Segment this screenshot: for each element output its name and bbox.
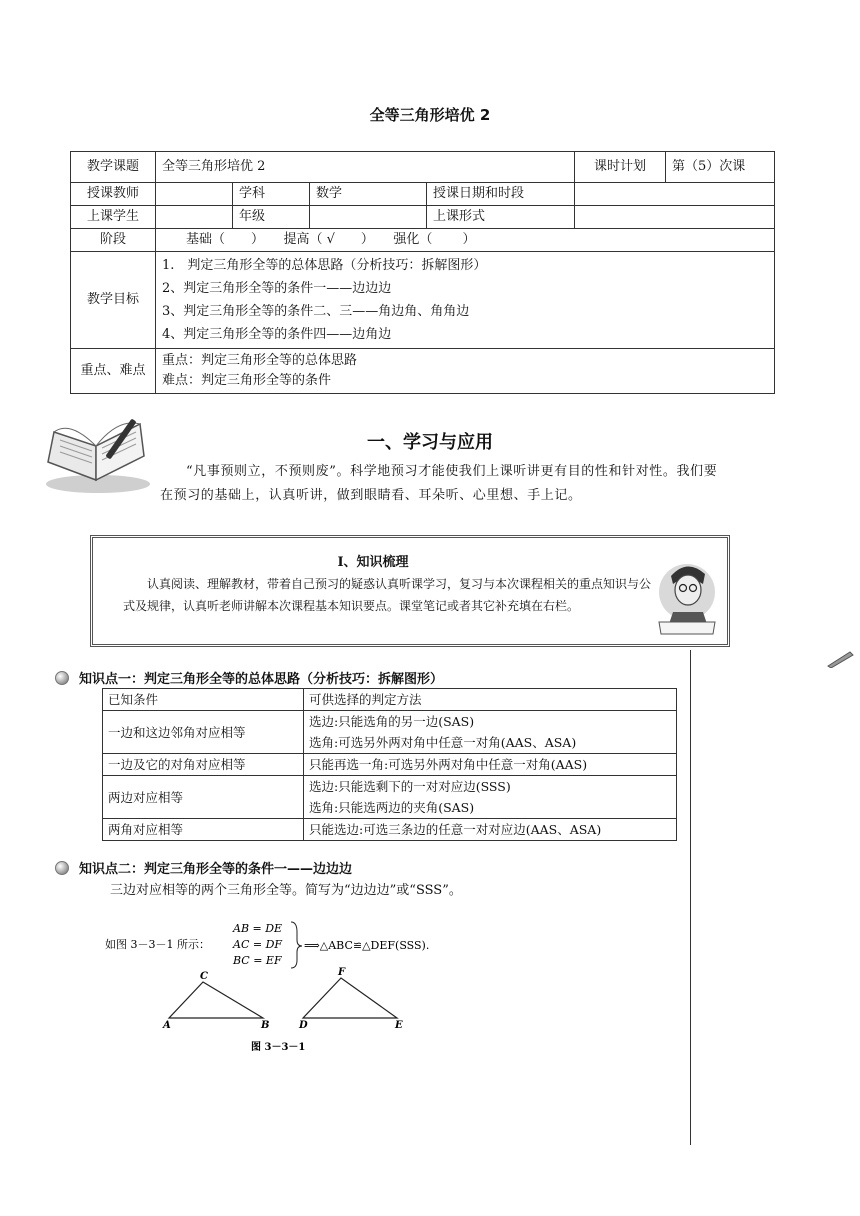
label-plan: 课时计划 <box>575 152 666 183</box>
student-value <box>156 206 233 229</box>
lesson-plan: 第（5）次课 <box>666 152 775 183</box>
table-row <box>103 711 677 754</box>
method-line: 只能选边:可选三条边的任意一对对应边(AAS、ASA) <box>309 822 602 837</box>
vertex-label: A <box>163 1020 171 1031</box>
table-row <box>103 754 677 776</box>
lesson-subject: 全等三角形培优 2 <box>156 152 575 183</box>
form-value <box>575 206 775 229</box>
figure-cond: AB = DE <box>233 922 283 935</box>
goal-item: 2、判定三角形全等的条件一——边边边 <box>162 281 392 296</box>
kp1-heading <box>55 668 443 687</box>
label-grade: 年级 <box>233 206 310 229</box>
stage-options: 基础（ ） 提高（ √ ） 强化（ ） <box>156 229 775 252</box>
cond-cell: 一边及它的对角对应相等 <box>103 754 304 776</box>
section-title: 一、学习与应用 <box>367 432 493 453</box>
pen-icon <box>826 648 854 668</box>
label-form: 上课形式 <box>427 206 575 229</box>
knowledge-box-text: 认真阅读、理解教材，带着自己预习的疑惑认真听课学习，复习与本次课程相关的重点知识与公式及规律，认真听老师讲解本次课程基本知识要点。课堂笔记或者其它补充填在右栏。 <box>123 577 652 613</box>
judgement-method-table <box>102 688 677 841</box>
goal-item: 1. 判定三角形全等的总体思路（分析技巧：拆解图形） <box>162 258 487 273</box>
figure-caption: 图 3－3－1 <box>251 1042 306 1053</box>
header-cond: 已知条件 <box>103 689 304 711</box>
intro-paragraph: “凡事预则立，不预则废”。科学地预习才能使我们上课听讲更有目的性和针对性。我们要在预习的基础上，认真听讲，做到眼睛看、耳朵听、心里想、手上记。 <box>160 464 718 503</box>
goal-item: 4、判定三角形全等的条件四——边角边 <box>162 327 392 342</box>
knowledge-box-title: Ⅰ、知识梳理 <box>337 555 409 570</box>
methods-cell <box>304 776 677 819</box>
discipline-value: 数学 <box>310 183 427 206</box>
cond-cell: 两角对应相等 <box>103 819 304 841</box>
method-line: 选边:只能选角的另一边(SAS) <box>309 714 475 729</box>
notebook-pen-icon <box>40 412 152 496</box>
teacher-value <box>156 183 233 206</box>
sss-rule: 三边对应相等的两个三角形全等。简写为“边边边”或“SSS”。 <box>110 883 462 898</box>
kp1-title: 知识点一：判定三角形全等的总体思路（分析技巧：拆解图形） <box>79 672 444 687</box>
methods-cell <box>304 711 677 754</box>
vertex-label: D <box>299 1020 308 1031</box>
label-subject: 教学课题 <box>71 152 156 183</box>
methods-cell <box>304 819 677 841</box>
grade-value <box>310 206 427 229</box>
vertex-label: E <box>395 1020 403 1031</box>
figure-cond: AC = DF <box>233 938 283 951</box>
method-line: 选角:只能选两边的夹角(SAS) <box>309 800 475 815</box>
date-value <box>575 183 775 206</box>
triangle-abc <box>169 982 263 1018</box>
table-row <box>103 776 677 819</box>
bullet-icon <box>55 671 69 685</box>
methods-cell <box>304 754 677 776</box>
goal-item: 3、判定三角形全等的条件二、三——角边角、角角边 <box>162 304 470 319</box>
header-methods: 可供选择的判定方法 <box>304 689 677 711</box>
figure-cond: BC = EF <box>233 954 282 967</box>
table-header-row <box>103 689 677 711</box>
cond-cell: 一边和这边邻角对应相等 <box>103 711 304 754</box>
kp2-heading <box>55 858 352 877</box>
label-date: 授课日期和时段 <box>427 183 575 206</box>
bullet-icon <box>55 861 69 875</box>
label-teacher: 授课教师 <box>71 183 156 206</box>
key-point: 重点：判定三角形全等的总体思路 <box>162 353 358 368</box>
method-line: 选边:只能选剩下的一对对应边(SSS) <box>309 779 511 794</box>
thinking-student-icon <box>653 552 723 636</box>
method-line: 只能再选一角:可选另外两对角中任意一对角(AAS) <box>309 757 588 772</box>
knowledge-box <box>90 535 730 647</box>
kp2-title: 知识点二：判定三角形全等的条件一——边边边 <box>79 862 353 877</box>
method-line: 选角:可选另外两对角中任意一对角(AAS、ASA) <box>309 735 577 750</box>
triangle-def <box>303 978 397 1018</box>
vertex-label: C <box>200 971 208 982</box>
notes-column-divider <box>690 650 691 1145</box>
label-goals: 教学目标 <box>71 252 156 349</box>
lesson-info-table <box>70 151 775 394</box>
vertex-label: B <box>261 1020 270 1031</box>
difficult-point: 难点：判定三角形全等的条件 <box>162 373 332 388</box>
figure-result: ⟹△ABC≌△DEF(SSS). <box>304 939 430 952</box>
vertex-label: F <box>338 967 346 978</box>
label-stage: 阶段 <box>71 229 156 252</box>
page-title: 全等三角形培优 2 <box>369 106 491 124</box>
table-row <box>103 819 677 841</box>
label-discipline: 学科 <box>233 183 310 206</box>
label-student: 上课学生 <box>71 206 156 229</box>
sss-figure <box>105 918 505 1058</box>
label-focus: 重点、难点 <box>71 349 156 394</box>
figure-prefix: 如图 3－3－1 所示： <box>105 938 210 951</box>
cond-cell: 两边对应相等 <box>103 776 304 819</box>
focus-cell <box>156 349 775 394</box>
goals-list <box>156 252 775 349</box>
